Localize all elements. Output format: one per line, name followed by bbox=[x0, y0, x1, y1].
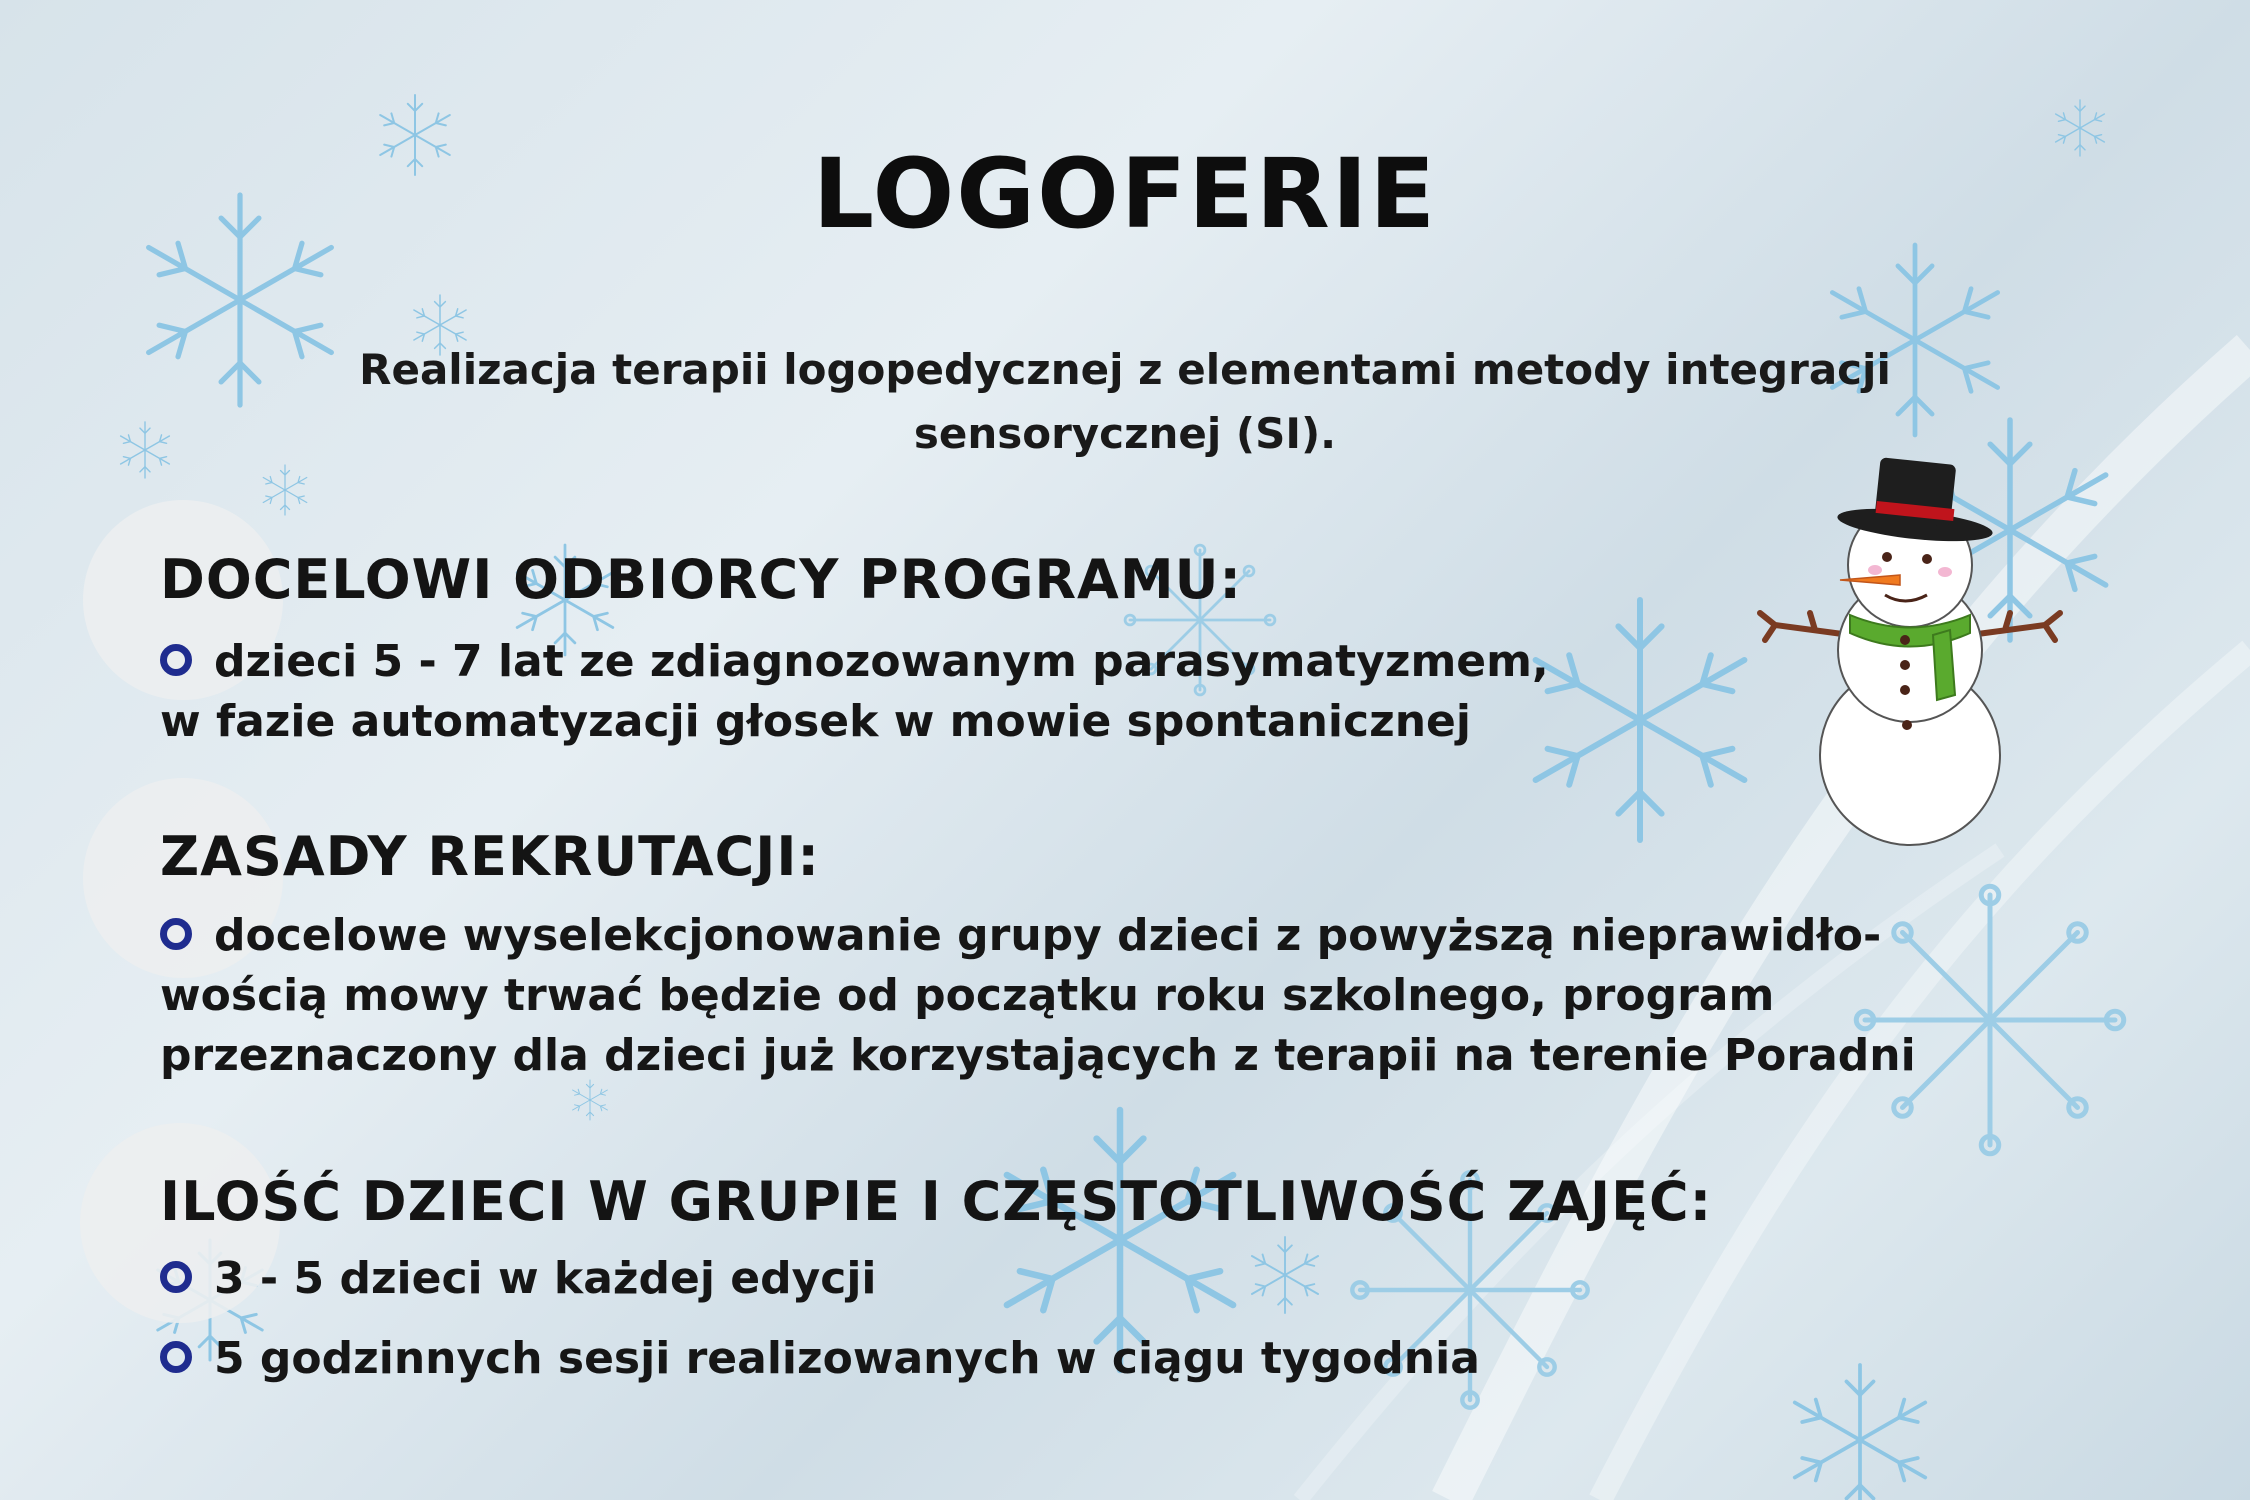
list-item-continuation: wością mowy trwać będzie od początku roku szkolnego, program bbox=[160, 970, 1775, 1021]
section-text-target-audience bbox=[160, 632, 1549, 752]
list-item: dzieci 5 - 7 lat ze zdiagnozowanym parasymatyzmem, bbox=[160, 632, 1549, 692]
list-item-continuation: w fazie automatyzacji głosek w mowie spontanicznej bbox=[160, 696, 1471, 747]
list-item: docelowe wyselekcjonowanie grupy dzieci z powyższą nieprawidło- bbox=[160, 906, 1916, 966]
section-heading-recruitment: ZASADY REKRUTACJI: bbox=[160, 825, 821, 888]
section-heading-target-audience: DOCELOWI ODBIORCY PROGRAMU: bbox=[160, 548, 1243, 611]
ring-bullet-icon bbox=[160, 918, 192, 950]
section-text-recruitment bbox=[160, 906, 1916, 1086]
ring-bullet-icon bbox=[160, 1341, 192, 1373]
snowflake-icon bbox=[121, 422, 170, 478]
snowflake-icon bbox=[263, 465, 307, 515]
ring-bullet-icon bbox=[160, 644, 192, 676]
page-title: LOGOFERIE bbox=[812, 138, 1438, 250]
snowflake-icon bbox=[1252, 1237, 1318, 1313]
list-item: 5 godzinnych sesji realizowanych w ciągu tygodnia bbox=[160, 1333, 1480, 1384]
snowflake-icon bbox=[1007, 1110, 1233, 1370]
snowflake-icon bbox=[573, 1080, 608, 1120]
section-heading-group-size: ILOŚĆ DZIECI W GRUPIE I CZĘSTOTLIWOŚĆ ZAJĘĆ: bbox=[160, 1170, 1713, 1233]
snowflake-icon bbox=[1795, 1365, 1926, 1500]
list-item-continuation: przeznaczony dla dzieci już korzystających z terapii na terenie Poradni bbox=[160, 1030, 1916, 1081]
snowman-icon bbox=[1755, 455, 2065, 855]
subtitle: Realizacja terapii logopedycznej z elementami metody integracji sensorycznej (SI). bbox=[359, 345, 1891, 458]
snowflake-icon bbox=[1536, 600, 1745, 840]
list-item: 3 - 5 dzieci w każdej edycji bbox=[160, 1253, 877, 1304]
ring-bullet-icon bbox=[160, 1261, 192, 1293]
